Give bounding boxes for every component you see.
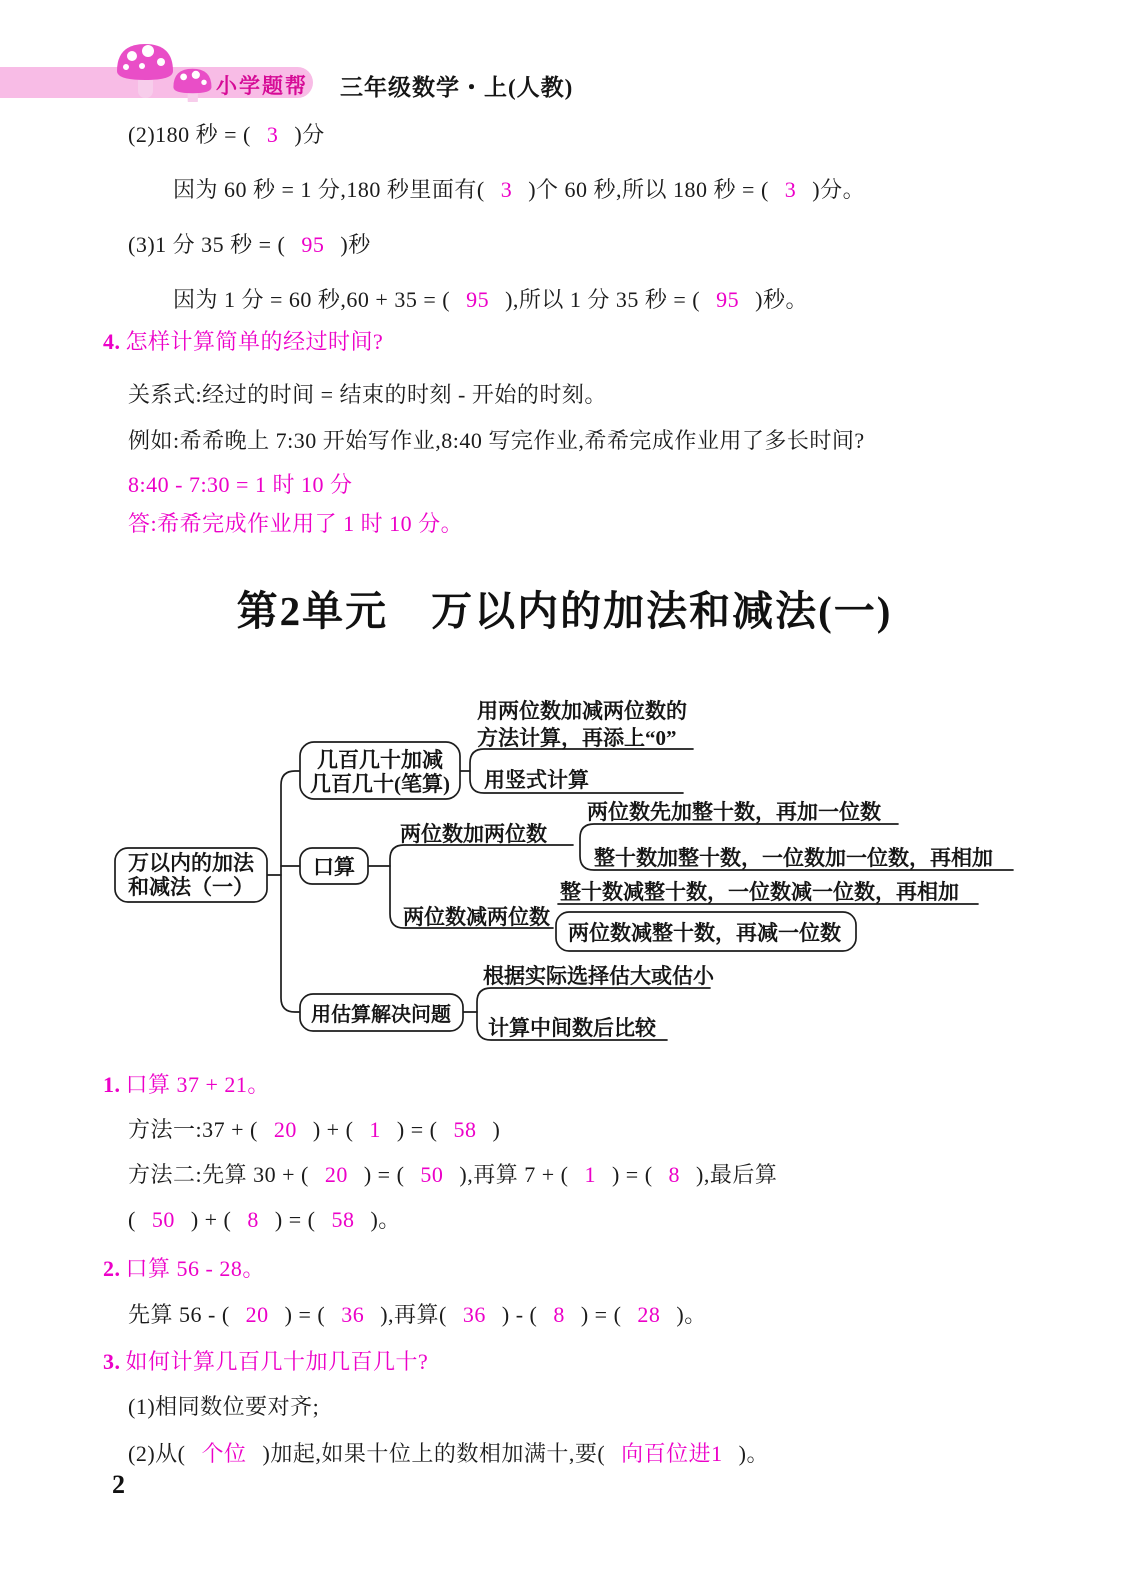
text-segment: (1)相同数位要对齐; (128, 1394, 320, 1419)
text-segment: 方法二:先算 30 + ( (128, 1162, 309, 1187)
text-segment: )分。 (812, 177, 866, 202)
text-segment: ) - ( (501, 1302, 538, 1327)
text-segment: ),最后算 (696, 1162, 778, 1187)
text-segment: ) = ( (580, 1302, 622, 1327)
text-segment: 如何计算几百几十加几百几十? (125, 1349, 429, 1374)
problem-1-method1 (128, 1113, 500, 1144)
small-mushroom-icon (173, 69, 211, 102)
text-segment: ) (492, 1117, 501, 1142)
unit2-mindmap (0, 690, 1129, 1070)
text-segment: 95 (716, 287, 740, 312)
problem-1-method2b (128, 1203, 401, 1234)
text-segment: 答:希希完成作业用了 1 时 10 分。 (128, 511, 464, 536)
example-line (128, 424, 865, 455)
text-segment: 1 (369, 1117, 381, 1142)
text-segment: (3)1 分 35 秒 = ( (128, 232, 286, 257)
text-segment: 20 (245, 1302, 269, 1327)
text-segment: 8 (553, 1302, 565, 1327)
text-segment: 1. (103, 1072, 121, 1097)
text-segment: 50 (420, 1162, 444, 1187)
add-twodigit-label: 两位数加两位数 (400, 822, 547, 846)
text-segment: 4. (103, 329, 121, 354)
problem-2-heading (103, 1252, 265, 1283)
text-segment: 向百位进1 (621, 1441, 723, 1466)
text-segment: ),再算( (380, 1302, 447, 1327)
text-segment: 95 (466, 287, 490, 312)
formula-line (128, 378, 607, 409)
brand-title: 小学题帮 (216, 74, 308, 98)
text-segment: ) = ( (396, 1117, 438, 1142)
text-segment: 20 (324, 1162, 348, 1187)
root-label-line2: 和减法（一） (128, 875, 254, 899)
written-leaf2: 用竖式计算 (484, 768, 589, 792)
text-segment: 先算 56 - ( (128, 1302, 230, 1327)
text-segment: )加起,如果十位上的数相加满十,要( (262, 1441, 606, 1466)
text-segment: )。 (738, 1441, 769, 1466)
text-segment: 58 (331, 1207, 355, 1232)
text-segment: 因为 1 分 = 60 秒,60 + 35 = ( (173, 287, 451, 312)
text-segment: ),所以 1 分 35 秒 = ( (505, 287, 701, 312)
text-segment: )。 (676, 1302, 707, 1327)
text-segment: 8:40 - 7:30 = 1 时 10 分 (128, 472, 353, 497)
problem-2-solution (128, 1298, 707, 1329)
question-4-heading (103, 325, 383, 356)
problem-3-step2 (128, 1437, 769, 1468)
sub-leaf1: 整十数减整十数，一位数减一位数，再相加 (560, 880, 959, 904)
text-segment: 例如:希希晚上 7:30 开始写作业,8:40 写完作业,希希完成作业用了多长时间? (128, 428, 865, 453)
text-segment: 3 (266, 122, 279, 147)
text-segment: 怎样计算简单的经过时间? (125, 329, 384, 354)
text-segment: )秒 (340, 232, 371, 257)
text-segment: ) = ( (611, 1162, 653, 1187)
text-segment: 20 (273, 1117, 297, 1142)
page-number: 2 (112, 1470, 125, 1499)
text-segment: ) = ( (363, 1162, 405, 1187)
text-segment: (2)180 秒 = ( (128, 122, 251, 147)
estimate-label: 用估算解决问题 (311, 1004, 451, 1026)
time-line-3-why (173, 283, 808, 314)
text-segment: 3 (784, 177, 797, 202)
text-segment: 28 (637, 1302, 661, 1327)
text-segment: ) = ( (274, 1207, 316, 1232)
text-segment: ) + ( (190, 1207, 232, 1232)
text-segment: 因为 60 秒 = 1 分,180 秒里面有( (173, 177, 485, 202)
written-calc-label1: 几百几十加减 (317, 748, 443, 772)
text-segment: ( (128, 1207, 136, 1232)
estimate-leaf2: 计算中间数后比较 (488, 1016, 656, 1040)
text-segment: )分 (294, 122, 325, 147)
text-segment: 8 (247, 1207, 259, 1232)
text-segment: )。 (370, 1207, 401, 1232)
text-segment: 36 (462, 1302, 486, 1327)
text-segment: (2)从( (128, 1441, 186, 1466)
add-leaf1: 两位数先加整十数，再加一位数 (587, 800, 881, 824)
text-segment: )个 60 秒,所以 180 秒 = ( (528, 177, 769, 202)
estimate-leaf1: 根据实际选择估大或估小 (483, 964, 714, 988)
text-segment: ) + ( (312, 1117, 354, 1142)
problem-1-heading (103, 1068, 270, 1099)
spine-line (281, 771, 300, 1012)
root-label-line1: 万以内的加法 (128, 851, 254, 875)
written-leaf1-line1: 用两位数加减两位数的 (477, 699, 687, 723)
text-segment: 口算 37 + 21。 (125, 1072, 270, 1097)
text-segment: 3 (500, 177, 513, 202)
section-title: 第2单元 万以内的加法和减法(一) (236, 588, 893, 634)
text-segment: ) = ( (284, 1302, 326, 1327)
text-segment: 36 (341, 1302, 365, 1327)
text-segment: 方法一:37 + ( (128, 1117, 258, 1142)
text-segment: 8 (668, 1162, 681, 1187)
text-segment: 个位 (201, 1441, 247, 1466)
text-segment: )秒。 (755, 287, 808, 312)
text-segment: 关系式:经过的时间 = 结束的时刻 - 开始的时刻。 (128, 382, 607, 407)
oral-calc-label: 口算 (313, 855, 355, 879)
text-segment: 1 (584, 1162, 596, 1187)
sub-leaf2: 两位数减整十数，再减一位数 (568, 921, 841, 945)
calc-line (128, 468, 352, 499)
problem-3-step1 (128, 1390, 319, 1421)
time-line-3 (128, 228, 371, 259)
add-leaf2: 整十数加整十数，一位数加一位数，再相加 (594, 846, 993, 870)
time-line-2 (128, 118, 325, 149)
written-calc-label2: 几百几十(笔算) (310, 772, 450, 796)
text-segment: 95 (301, 232, 325, 257)
written-leaf1-line2: 方法计算，再添上“0” (477, 726, 677, 750)
text-segment: 2. (103, 1256, 121, 1281)
big-mushroom-icon (117, 44, 173, 98)
problem-1-method2 (128, 1158, 777, 1189)
problem-3-heading (103, 1345, 428, 1376)
text-segment: ),再算 7 + ( (459, 1162, 569, 1187)
text-segment: 3. (103, 1349, 121, 1374)
answer-line (128, 507, 463, 538)
text-segment: 口算 56 - 28。 (125, 1256, 265, 1281)
text-segment: 58 (453, 1117, 477, 1142)
text-segment: 50 (151, 1207, 175, 1232)
edition-title: 三年级数学・上(人教) (340, 75, 574, 100)
sub-twodigit-label: 两位数减两位数 (403, 905, 550, 929)
time-line-2-why (173, 173, 865, 204)
